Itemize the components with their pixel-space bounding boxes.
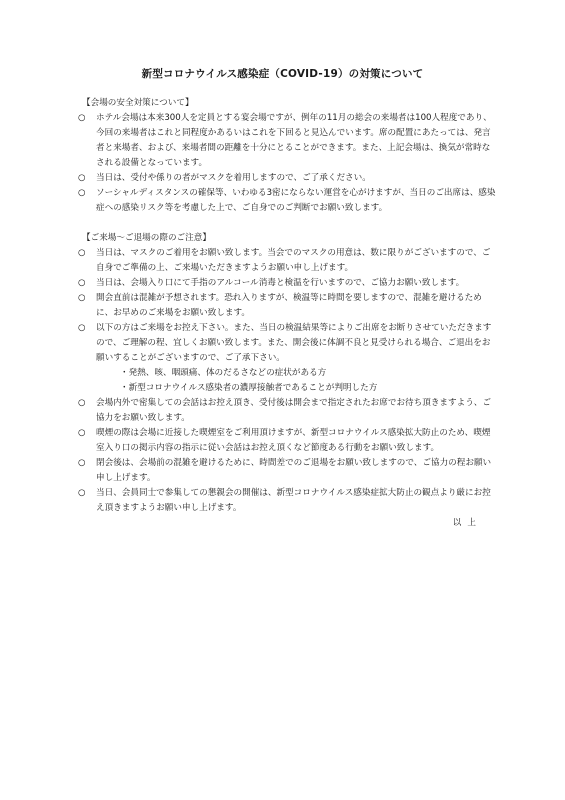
item-text: 当日、会員同士で参集しての懇親会の開催は、新型コロナウイルス感染症拡大防止の観点より厳にお控え頂きますようお願い申し上げます。 xyxy=(96,488,491,513)
item-text: 開会直前は混雑が予想されます。恐れ入りますが、検温等に時間を要しますので、混雑を避けるために、お早めのご来場をお願い致します。 xyxy=(96,293,482,318)
circle-bullet-icon: ○ xyxy=(78,488,86,498)
item-text: 閉会後は、会場前の混雑を避けるために、時間差でのご退場をお願い致しますので、ご協力の程お願い申し上げます。 xyxy=(96,458,492,483)
circle-bullet-icon: ○ xyxy=(78,278,86,288)
section-arrival-departure xyxy=(78,231,496,516)
list-item xyxy=(78,186,496,216)
section-spacer xyxy=(78,216,496,231)
list-item xyxy=(78,276,496,291)
circle-bullet-icon: ○ xyxy=(78,428,86,438)
signoff: 以上 xyxy=(452,518,482,528)
circle-bullet-icon: ○ xyxy=(78,458,86,468)
item-text: 当日は、会場入り口にて手指のアルコール消毒と検温を行いますので、ご協力お願い致します。 xyxy=(96,278,465,288)
list-item xyxy=(78,111,496,171)
circle-bullet-icon: ○ xyxy=(78,188,86,198)
circle-bullet-icon: ○ xyxy=(78,113,86,123)
item-text: 当日は、マスクのご着用をお願い致します。当会でのマスクの用意は、数に限りがございますので、ご自身でご準備の上、ご来場いただきますようお願い申し上げます。 xyxy=(96,248,491,273)
circle-bullet-icon: ○ xyxy=(78,173,86,183)
list-item xyxy=(78,456,496,486)
list-item xyxy=(78,426,496,456)
circle-bullet-icon: ○ xyxy=(78,293,86,303)
list-item xyxy=(78,246,496,276)
document-title: 新型コロナウイルス感染症（COVID-19）の対策について xyxy=(141,68,424,80)
list-item xyxy=(78,486,496,516)
list-item xyxy=(78,396,496,426)
item-text: 当日は、受付や係りの者がマスクを着用しますので、ご了承ください。 xyxy=(96,173,371,183)
item-text: ソーシャルディスタンスの確保等、いわゆる3密にならない運営を心がけますが、当日のご出席は、感染症への感染リスク等を考慮した上で、ご自身でのご判断でお願い致します。 xyxy=(96,188,496,213)
section-heading: 【ご来場～ご退場の際のご注意】 xyxy=(82,233,211,243)
item-text: 会場内外で密集しての会話はお控え頂き、受付後は開会まで指定されたお席でお待ち頂きますよう、ご協力をお願い致します。 xyxy=(96,398,491,423)
list-item xyxy=(78,321,496,396)
list-item xyxy=(78,171,496,186)
sub-list-item: ・発熱、咳、咽頭痛、体のだるさなどの症状がある方 xyxy=(120,368,327,378)
section-heading: 【会場の安全対策について】 xyxy=(82,98,194,108)
circle-bullet-icon: ○ xyxy=(78,398,86,408)
document-body xyxy=(78,96,496,531)
item-text: 以下の方はご来場をお控え下さい。また、当日の検温結果等によりご出席をお断りさせていただきますので、ご理解の程、宜しくお願い致します。また、開会後に体調不良と見受けられる場合、ご退出をお願いすることがございますので、ご了承下さい。 xyxy=(96,323,492,363)
list-item xyxy=(78,291,496,321)
circle-bullet-icon: ○ xyxy=(78,248,86,258)
sub-list-item: ・新型コロナウイルス感染者の濃厚接触者であることが判明した方 xyxy=(120,383,378,393)
circle-bullet-icon: ○ xyxy=(78,323,86,333)
item-text: ホテル会場は本来300人を定員とする宴会場ですが、例年の11月の総会の来場者は100人程度であり、今回の来場者はこれと同程度かあるいはこれを下回ると見込んでいます。席の配置にあたっては、発言者と来場者、および、来場者間の距離を十分にとることができます。また、上記会場は、換気が常時なされる設備となっています。 xyxy=(96,113,492,168)
section-venue-safety xyxy=(78,96,496,216)
item-text: 喫煙の際は会場に近接した喫煙室をご利用頂けますが、新型コロナウイルス感染拡大防止のため、喫煙室入り口の掲示内容の指示に従い会話はお控え頂くなど節度ある行動をお願い致します。 xyxy=(96,428,491,453)
